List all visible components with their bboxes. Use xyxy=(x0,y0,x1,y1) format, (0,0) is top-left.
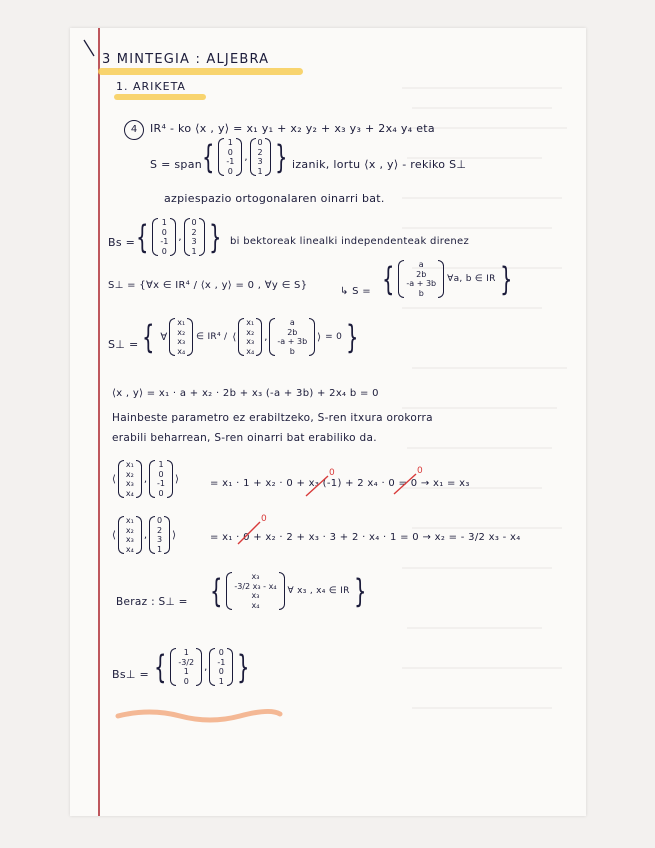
equation-2: = x₁ · 0 + x₂ · 2 + x₃ · 3 + 2 · x₄ · 1 = 0 → x₂ = - 3/2 x₃ - x₄ xyxy=(210,532,521,543)
equation-1: = x₁ · 1 + x₂ · 0 + x₃ (-1) + 2 x₄ · 0 = 0 → x₁ = x₃ xyxy=(210,478,470,489)
vector-entry: 1 xyxy=(158,460,164,469)
vector-entry: x₂ xyxy=(177,327,186,337)
vector-entry: 2b xyxy=(287,327,298,337)
s-param-set: { a 2b -a + 3b b ∀a, b ∈ IR } xyxy=(382,260,512,298)
problem-line-2-prefix: S = span xyxy=(150,158,203,171)
result-underline xyxy=(118,711,280,720)
vector-entry: x₂ xyxy=(125,525,134,535)
span-set: { 1 0 -1 0 , 0 2 3 1 } xyxy=(202,138,287,176)
vector-entry: a xyxy=(289,318,295,327)
vector-entry: b xyxy=(289,346,295,356)
result-label: Bs⊥ = xyxy=(112,668,150,681)
equation-1-lhs: ⟨ x₁ x₂ x₃ x₄ , 1 0 -1 0 ⟩ xyxy=(112,460,179,498)
vector-entry: x₃ xyxy=(125,479,134,488)
strike-arrow-3 xyxy=(238,522,260,544)
vector-entry: x₂ xyxy=(125,469,134,479)
vector-entry: x₁ xyxy=(125,460,134,469)
vector-entry: x₂ xyxy=(246,327,255,337)
exercise-heading: 1. ARIKETA xyxy=(116,80,186,93)
vector-entry: 3 xyxy=(157,535,163,544)
vector-entry: 0 xyxy=(157,516,163,525)
explanation-line-1: Hainbeste parametro ez erabiltzeko, S-ren itxura orokorra xyxy=(112,412,433,424)
s-param-quantifier: ∀a, b ∈ IR xyxy=(447,274,496,284)
equation-2-lhs: ⟨ x₁ x₂ x₃ x₄ , 0 2 3 1 ⟩ xyxy=(112,516,177,554)
vector-entry: -1 xyxy=(157,479,166,488)
vector-entry: 2b xyxy=(416,269,427,279)
vector-entry: 0 xyxy=(161,246,167,256)
orthogonal-definition: S⊥ = {∀x ∈ IR⁴ / ⟨x , y⟩ = 0 , ∀y ∈ S} xyxy=(108,280,308,291)
title-slash-mark xyxy=(84,40,94,56)
vector-entry: a xyxy=(418,260,424,269)
vector-entry: -a + 3b xyxy=(406,279,437,288)
basis-remark: bi bektoreak linealki independenteak direnez xyxy=(230,236,470,247)
orthogonal-membership: ∈ IR⁴ / xyxy=(196,332,228,342)
vector-entry: x₄ xyxy=(246,346,255,356)
strike-arrow-2 xyxy=(394,474,416,494)
vector-entry: 3 xyxy=(191,237,197,246)
vector-entry: -1 xyxy=(226,157,235,166)
cancel-zero-1: 0 xyxy=(329,468,335,478)
vector-entry: 3 xyxy=(257,157,263,166)
problem-line-3: azpiespazio ortogonalaren oinarri bat. xyxy=(164,192,385,205)
cancel-zero-3: 0 xyxy=(261,514,267,524)
vector-entry: x₄ xyxy=(251,600,260,610)
vector-entry: 1 xyxy=(218,676,224,686)
vector-entry: x₃ xyxy=(125,535,134,544)
vector-entry: 0 xyxy=(161,227,167,237)
vector-entry: x₁ xyxy=(246,318,255,327)
vector-entry: 1 xyxy=(191,246,197,256)
vector-entry: x₃ xyxy=(177,337,186,346)
ink-annotations xyxy=(70,28,586,816)
basis-label: Bs = xyxy=(108,236,136,249)
orthogonal-label: S⊥ = xyxy=(108,338,139,351)
vector-entry: 0 xyxy=(227,166,233,176)
vector-entry: x₄ xyxy=(177,346,186,356)
vector-entry: -1 xyxy=(217,657,226,667)
page-title: 3 MINTEGIA : ALJEBRA xyxy=(102,52,270,67)
explanation-line-2: erabili beharrean, S-ren oinarri bat erabiliko da. xyxy=(112,432,377,444)
problem-number-circle: 4 xyxy=(124,120,144,140)
vector-entry: x₃ xyxy=(246,337,255,346)
problem-line-1: IR⁴ - ko ⟨x , y⟩ = x₁ y₁ + x₂ y₂ + x₃ y₃ + 2x₄ y₄ eta xyxy=(150,122,435,135)
vector-entry: x₃ xyxy=(251,572,260,581)
vector-entry: 1 xyxy=(183,648,189,657)
vector-entry: x₁ xyxy=(177,318,186,327)
vector-entry: -1 xyxy=(160,237,169,246)
vector-entry: -3/2 x₃ - x₄ xyxy=(234,581,277,591)
orthogonal-complement-set: { x₃ -3/2 x₃ - x₄ x₃ x₄ ∀ x₃ , x₄ ∈ IR } xyxy=(210,572,366,610)
vector-entry: 1 xyxy=(157,544,163,554)
vector-entry: 2 xyxy=(191,227,197,237)
vector-entry: 1 xyxy=(183,667,189,676)
cancel-zero-2: 0 xyxy=(417,466,423,476)
vector-entry: 0 xyxy=(218,667,224,676)
vector-entry: 0 xyxy=(257,138,263,147)
inner-product-expansion: ⟨x , y⟩ = x₁ · a + x₂ · 2b + x₃ (-a + 3b) + 2x₄ b = 0 xyxy=(112,388,379,399)
vector-entry: -a + 3b xyxy=(277,337,308,346)
vector-entry: x₄ xyxy=(125,544,134,554)
vector-entry: 0 xyxy=(158,469,164,479)
orthogonal-set: { ∀ x₁ x₂ x₃ x₄ ∈ IR⁴ / ⟨ x₁ x₂ x₃ x₄ , a 2b -a + 3b b ⟩ = 0 } xyxy=(142,318,359,356)
orthogonal-basis-set: { 1 -3/2 1 0 , 0 -1 0 1 } xyxy=(154,648,250,686)
vector-entry: 2 xyxy=(157,525,163,535)
vector-entry: 1 xyxy=(227,138,233,147)
vector-entry: b xyxy=(418,288,424,298)
vector-entry: 1 xyxy=(257,166,263,176)
s-param-label: ↳ S = xyxy=(340,286,371,297)
strike-arrow-1 xyxy=(306,476,328,496)
vector-entry: x₃ xyxy=(251,591,260,600)
vector-entry: 1 xyxy=(161,218,167,227)
notebook-page xyxy=(70,28,586,816)
problem-line-2-suffix: izanik, lortu ⟨x , y⟩ - rekiko S⊥ xyxy=(292,158,467,171)
vector-entry: 0 xyxy=(183,676,189,686)
conclusion-label: Beraz : S⊥ = xyxy=(116,596,188,608)
orthogonal-condition: = 0 xyxy=(325,332,343,342)
conclusion-quantifier: ∀ x₃ , x₄ ∈ IR xyxy=(287,586,350,596)
vector-entry: 0 xyxy=(191,218,197,227)
vector-entry: x₁ xyxy=(125,516,134,525)
vector-entry: 2 xyxy=(257,147,263,157)
vector-entry: 0 xyxy=(218,648,224,657)
vector-entry: x₄ xyxy=(125,488,134,498)
vector-entry: 0 xyxy=(227,147,233,157)
basis-set: { 1 0 -1 0 , 0 2 3 1 } xyxy=(136,218,221,256)
vector-entry: 0 xyxy=(158,488,164,498)
vector-entry: -3/2 xyxy=(178,657,195,667)
